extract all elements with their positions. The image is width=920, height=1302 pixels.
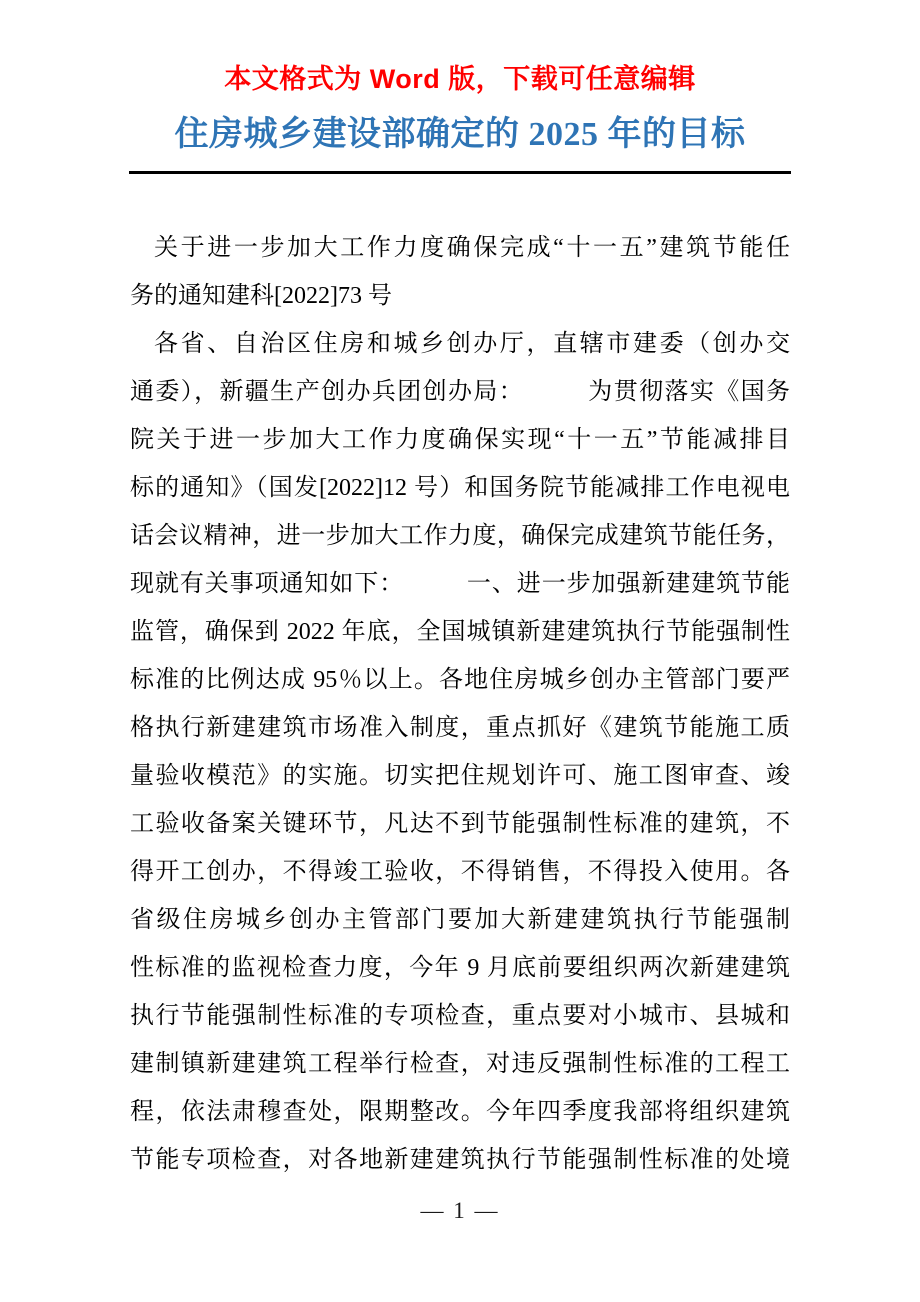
document-body bbox=[130, 224, 790, 1184]
body-text-line: 量验收模范》的实施。切实把住规划许可、施工图审查、竣 bbox=[130, 763, 790, 789]
body-text-line: 程，依法肃穆查处，限期整改。今年四季度我部将组织建筑 bbox=[130, 1099, 790, 1125]
body-text-line: 关于进一步加大工作力度确保完成“十一五”建筑节能任 bbox=[154, 235, 790, 261]
page-number: — 1 — bbox=[420, 1198, 500, 1223]
page-title: 住房城乡建设部确定的 2025 年的目标 bbox=[174, 116, 746, 153]
body-text-line: 省级住房城乡创办主管部门要加大新建建筑执行节能强制 bbox=[130, 907, 790, 933]
title-divider bbox=[129, 171, 791, 174]
body-text-line: 务的通知建科[2022]73 号 bbox=[130, 283, 392, 309]
format-notice-text: 本文格式为 Word 版，下载可任意编辑 bbox=[224, 64, 696, 94]
body-text-line: 监管，确保到 2022 年底，全国城镇新建建筑执行节能强制性 bbox=[130, 619, 790, 645]
body-text-line: 话会议精神，进一步加大工作力度，确保完成建筑节能任务， bbox=[130, 523, 790, 549]
body-text-line: 现就有关事项通知如下： 一、进一步加强新建建筑节能 bbox=[130, 571, 790, 597]
body-text-line: 执行节能强制性标准的专项检查，重点要对小城市、县城和 bbox=[130, 1003, 790, 1029]
body-text-line: 得开工创办，不得竣工验收，不得销售，不得投入使用。各 bbox=[130, 859, 790, 885]
body-text-line: 通委），新疆生产创办兵团创办局： 为贯彻落实《国务 bbox=[130, 379, 790, 405]
body-text-line: 各省、自治区住房和城乡创办厅，直辖市建委（创办交 bbox=[154, 331, 790, 357]
body-text-line: 性标准的监视检查力度，今年 9 月底前要组织两次新建建筑 bbox=[130, 955, 790, 981]
body-text-line: 标准的比例达成 95％以上。各地住房城乡创办主管部门要严 bbox=[130, 667, 790, 693]
body-text-line: 格执行新建建筑市场准入制度，重点抓好《建筑节能施工质 bbox=[130, 715, 790, 741]
body-text-line: 标的通知》（国发[2022]12 号）和国务院节能减排工作电视电 bbox=[130, 475, 790, 501]
body-text-line: 院关于进一步加大工作力度确保实现“十一五”节能减排目 bbox=[130, 427, 790, 453]
body-text-line: 工验收备案关键环节，凡达不到节能强制性标准的建筑，不 bbox=[130, 811, 790, 837]
body-text-line: 建制镇新建建筑工程举行检查，对违反强制性标准的工程工 bbox=[130, 1051, 790, 1077]
body-text-line: 节能专项检查，对各地新建建筑执行节能强制性标准的处境 bbox=[130, 1147, 790, 1173]
